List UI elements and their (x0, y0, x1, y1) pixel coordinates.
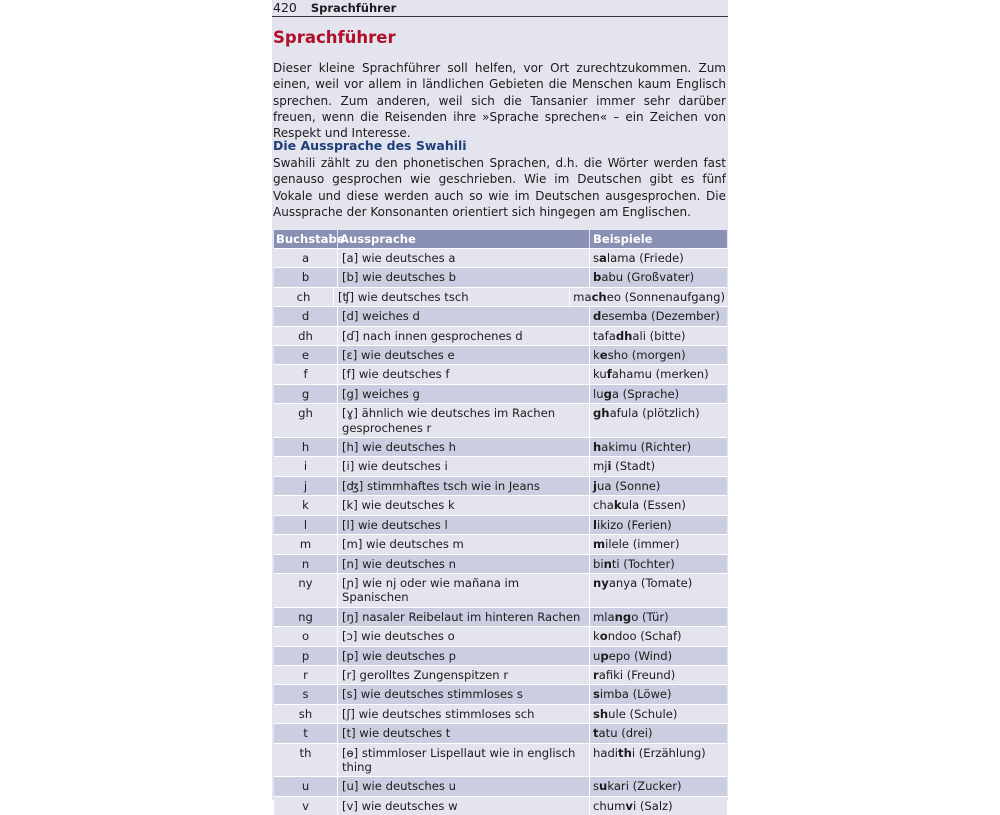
letter-cell: b (301, 270, 310, 285)
example-highlight: sh (593, 706, 609, 721)
example-highlight: o (599, 629, 608, 644)
example-text: ali (bitte) (632, 328, 686, 343)
example-text: esemba (Dezember) (601, 309, 720, 324)
example-text: s (593, 251, 600, 265)
header-pronunciation: Aussprache (337, 230, 589, 248)
example-cell (589, 249, 727, 267)
table-row (274, 626, 727, 645)
letter-cell: f (303, 367, 308, 382)
pronunciation-cell: [i] wie deutsches i (337, 457, 589, 475)
table-row (274, 306, 727, 325)
table-row (274, 403, 727, 437)
pronunciation-cell: [ɛ] wie deutsches e (337, 346, 589, 364)
example-cell (589, 365, 727, 383)
pronunciation-table (274, 230, 727, 815)
example-cell (589, 608, 727, 626)
pronunciation-cell: [h] wie deutsches h (337, 438, 589, 456)
running-head (272, 0, 728, 17)
example-highlight: j (593, 478, 597, 493)
example-text: akimu (Richter) (601, 440, 692, 455)
example-cell (589, 385, 727, 403)
table-row (274, 723, 727, 742)
letter-cell: ny (298, 575, 313, 590)
example-cell (589, 404, 727, 437)
example-text: kari (Zucker) (607, 779, 682, 794)
letter-cell: d (301, 309, 310, 324)
example-highlight: ny (593, 575, 609, 590)
example-highlight: v (625, 798, 633, 813)
table-row (274, 515, 727, 534)
example-cell (589, 574, 727, 607)
example-highlight: m (593, 537, 606, 552)
table-row (274, 534, 727, 553)
pronunciation-cell: [t] wie deutsches t (337, 724, 589, 742)
example-text: cha (593, 498, 614, 513)
pronunciation-cell: [ʤ] stimmhaftes tsch wie in Jeans (337, 477, 589, 495)
example-highlight: g (603, 386, 612, 401)
table-row (274, 326, 727, 345)
example-highlight: b (593, 270, 602, 285)
example-highlight: l (593, 517, 597, 532)
table-row (274, 646, 727, 665)
example-text: i (Erzählung) (631, 745, 706, 760)
page-title: Sprachführer (273, 28, 396, 47)
letter-cell: n (301, 556, 310, 571)
example-text: mla (593, 609, 615, 624)
example-text: ilele (immer) (605, 537, 680, 552)
pronunciation-cell: [ʧ] wie deutsches tsch (333, 288, 569, 306)
running-title: Sprachführer (310, 1, 397, 15)
example-highlight: e (599, 348, 608, 363)
example-text: epo (Wind) (608, 648, 673, 663)
pronunciation-cell: [m] wie deutsches m (337, 535, 589, 553)
example-text: mj (593, 459, 608, 474)
table-row (274, 573, 727, 607)
letter-cell: s (302, 687, 309, 702)
example-text: ua (Sonne) (596, 478, 661, 493)
example-text: ule (Schule) (608, 706, 678, 721)
letter-cell: dh (298, 328, 313, 343)
pronunciation-cell: [b] wie deutsches b (337, 268, 589, 286)
table-header (274, 230, 727, 248)
pronunciation-cell: [l] wie deutsches l (337, 516, 589, 534)
example-text: chum (593, 798, 626, 813)
table-row (274, 248, 727, 267)
example-highlight: n (603, 556, 612, 571)
pronunciation-cell: [ɲ] wie nj oder wie mañana im Spanischen (337, 574, 589, 607)
example-cell (589, 555, 727, 573)
pronunciation-cell: [ʃ] wie deutsches stimmloses sch (337, 705, 589, 723)
table-row (274, 704, 727, 723)
letter-cell: g (301, 386, 310, 401)
example-text: k (593, 629, 600, 644)
example-text: ku (593, 367, 607, 382)
example-cell (589, 777, 727, 795)
example-highlight: u (599, 779, 608, 794)
example-cell (589, 327, 727, 345)
example-highlight: ch (591, 289, 607, 304)
pronunciation-cell: [v] wie deutsches w (337, 797, 589, 815)
example-highlight: k (613, 498, 622, 513)
example-cell (589, 496, 727, 514)
example-text: ti (Tochter) (611, 556, 675, 571)
letter-cell: o (301, 629, 310, 644)
example-cell (589, 627, 727, 645)
example-text: k (593, 348, 600, 363)
example-cell (589, 647, 727, 665)
example-text: ikizo (Ferien) (596, 517, 672, 532)
pronunciation-cell: [d] weiches d (337, 307, 589, 325)
example-highlight: p (600, 648, 609, 663)
example-text: lama (Friede) (606, 251, 684, 265)
letter-cell: v (302, 798, 309, 813)
example-cell (589, 685, 727, 703)
intro-paragraph: Dieser kleine Sprachführer soll helfen, vor Ort zurechtzukommen. Zum einen, weil vor allem in ländlichen Gebieten die Menschen kaum Englisch sprechen. Zum anderen, weil sich die Tansanier immer sehr darüber freuen, wenn die Reisenden ihre »Sprache sprechen« – ein Zeichen von Respekt und Interesse. (273, 61, 726, 141)
pronunciation-cell: [ɗ] nach innen gesprochenes d (337, 327, 589, 345)
example-highlight: d (593, 309, 602, 324)
example-text: ula (Essen) (621, 498, 686, 513)
letter-cell: i (303, 459, 308, 474)
example-cell (589, 744, 727, 777)
pronunciation-cell: [n] wie deutsches n (337, 555, 589, 573)
example-text: sho (morgen) (607, 348, 686, 363)
header-letter: Buchstabe (276, 232, 345, 246)
header-examples: Beispiele (589, 230, 727, 248)
pronunciation-cell: [f] wie deutsches f (337, 365, 589, 383)
section-paragraph: Swahili zählt zu den phonetischen Sprachen, d.h. die Wörter werden fast genauso gesprochen wie geschrieben. Wie im Deutschen gibt es fünf Vokale und diese werden auch so wie im Deutschen ausgesprochen. Die Aussprache der Konsonanten orientiert sich hingegen am Englischen. (273, 156, 726, 219)
example-text: afula (plötzlich) (609, 406, 700, 421)
example-cell (589, 346, 727, 364)
book-page (272, 0, 728, 813)
pronunciation-cell: [r] gerolltes Zungenspitzen r (337, 666, 589, 684)
example-highlight: r (593, 667, 599, 682)
table-row (274, 345, 727, 364)
pronunciation-cell: [u] wie deutsches u (337, 777, 589, 795)
pronunciation-cell: [a] wie deutsches a (337, 249, 589, 267)
table-body (274, 248, 727, 815)
pronunciation-cell: [ŋ] nasaler Reibelaut im hinteren Rachen (337, 608, 589, 626)
letter-cell: gh (298, 406, 313, 421)
example-text: anya (Tomate) (608, 575, 693, 590)
table-row (274, 607, 727, 626)
pronunciation-cell: [ɵ] stimmloser Lispellaut wie in englisch thing (337, 744, 589, 777)
letter-cell: a (301, 251, 310, 265)
table-row (274, 684, 727, 703)
letter-cell: j (303, 478, 308, 493)
example-cell (589, 457, 727, 475)
pronunciation-cell: [ɣ] ähnlich wie deutsches im Rachen gesprochenes r (337, 404, 589, 437)
letter-cell: ch (296, 289, 311, 304)
example-text: o (Tür) (631, 609, 669, 624)
example-text: atu (drei) (598, 726, 653, 741)
table-row (274, 437, 727, 456)
example-cell (589, 268, 727, 286)
letter-cell: t (303, 726, 308, 741)
example-highlight: ng (614, 609, 632, 624)
table-row (274, 776, 727, 795)
example-text: eo (Sonnenaufgang) (606, 289, 725, 304)
example-text: lu (593, 386, 604, 401)
example-cell (589, 307, 727, 325)
example-text: hadi (593, 745, 619, 760)
example-text: ahamu (merken) (611, 367, 709, 382)
pronunciation-cell: [s] wie deutsches stimmloses s (337, 685, 589, 703)
example-text: imba (Löwe) (599, 687, 672, 702)
pronunciation-cell: [g] weiches g (337, 385, 589, 403)
example-text: u (593, 648, 601, 663)
pronunciation-cell: [k] wie deutsches k (337, 496, 589, 514)
letter-cell: l (303, 517, 308, 532)
example-cell (589, 438, 727, 456)
example-cell (589, 477, 727, 495)
example-highlight: th (618, 745, 632, 760)
example-cell (589, 535, 727, 553)
letter-cell: sh (298, 706, 313, 721)
example-highlight: dh (615, 328, 633, 343)
table-row (274, 476, 727, 495)
letter-cell: h (301, 440, 310, 455)
table-row (274, 364, 727, 383)
letter-cell: p (301, 648, 310, 663)
example-cell (589, 705, 727, 723)
example-text: ma (573, 289, 592, 304)
example-highlight: i (607, 459, 612, 474)
example-text: (Stadt) (611, 459, 656, 474)
table-row (274, 743, 727, 777)
letter-cell: e (301, 348, 310, 363)
table-row (274, 456, 727, 475)
table-row (274, 554, 727, 573)
section-heading: Die Aussprache des Swahili (273, 138, 467, 153)
example-text: abu (Großvater) (601, 270, 695, 285)
example-highlight: t (593, 726, 599, 741)
example-text: ndoo (Schaf) (607, 629, 682, 644)
letter-cell: th (299, 745, 312, 760)
table-row (274, 384, 727, 403)
example-cell (589, 666, 727, 684)
letter-cell: u (301, 779, 310, 794)
letter-cell: m (299, 537, 312, 552)
example-cell (589, 724, 727, 742)
example-text: a (Sprache) (611, 386, 680, 401)
example-text: bi (593, 556, 604, 571)
pronunciation-cell: [ɔ] wie deutsches o (337, 627, 589, 645)
letter-cell: k (302, 498, 309, 513)
example-text: afiki (Freund) (598, 667, 676, 682)
page-number: 420 (273, 0, 297, 15)
example-cell (569, 288, 727, 306)
letter-cell: ng (298, 609, 313, 624)
table-row (274, 665, 727, 684)
letter-cell: r (303, 667, 308, 682)
example-text: s (593, 779, 600, 794)
example-cell (589, 516, 727, 534)
example-highlight: f (606, 367, 612, 382)
example-highlight: s (593, 687, 600, 702)
example-highlight: a (599, 251, 607, 265)
example-text: tafa (593, 328, 616, 343)
table-row (274, 287, 727, 306)
example-highlight: h (593, 440, 602, 455)
pronunciation-cell: [p] wie deutsches p (337, 647, 589, 665)
table-row (274, 796, 727, 815)
example-text: i (Salz) (632, 798, 673, 813)
table-row (274, 267, 727, 286)
table-row (274, 495, 727, 514)
example-highlight: gh (593, 406, 610, 421)
